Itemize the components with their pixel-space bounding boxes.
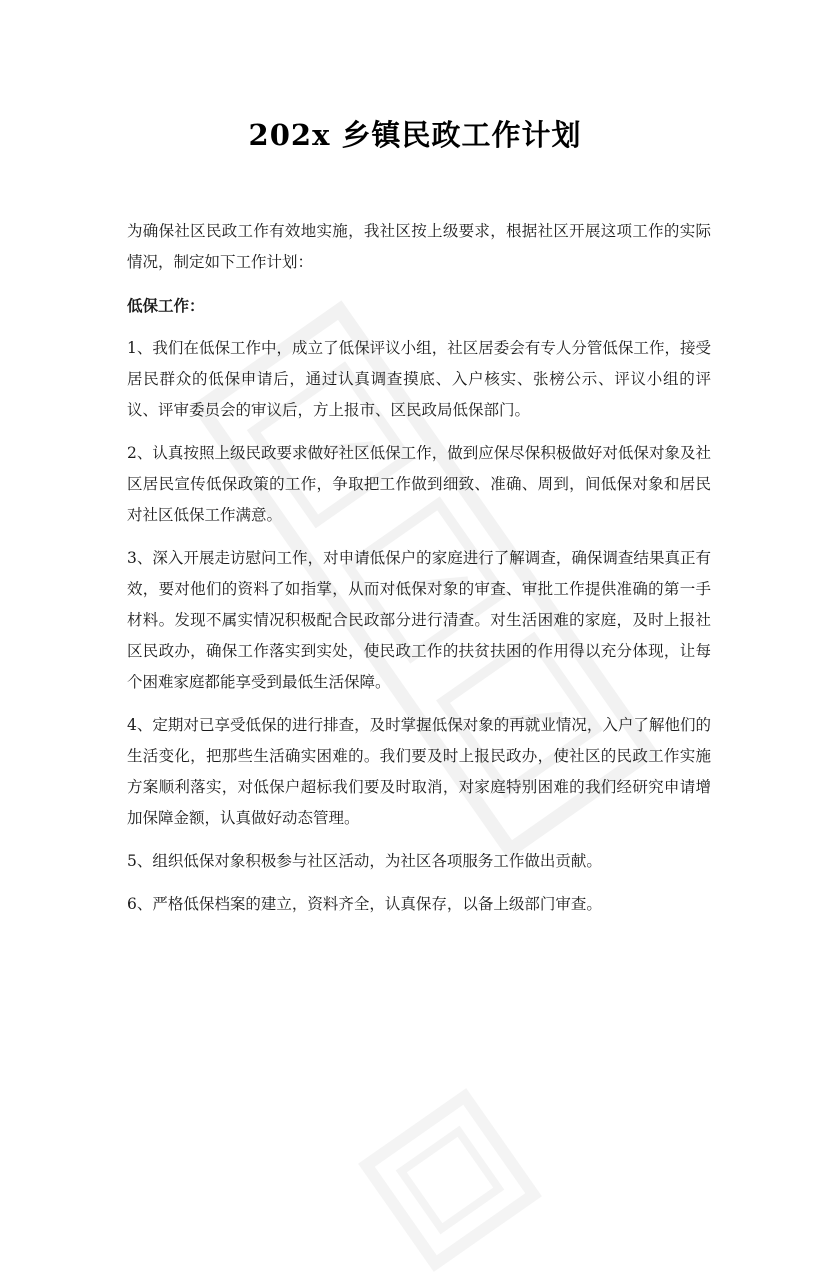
list-item: 2、认真按照上级民政要求做好社区低保工作，做到应保尽保积极做好对低保对象及社区居民宣传低保政策的工作，争取把工作做到细致、准确、周到，间低保对象和居民对社区低保工作满意。 [127, 444, 711, 524]
list-item: 6、严格低保档案的建立，资料齐全，认真保存，以备上级部门审查。 [127, 895, 602, 913]
list-item: 5、组织低保对象积极参与社区活动，为社区各项服务工作做出贡献。 [127, 852, 602, 870]
document-body [127, 216, 711, 932]
list-item: 4、定期对已享受低保的进行排查，及时掌握低保对象的再就业情况，入户了解他们的生活变化，把那些生活确实困难的。我们要及时上报民政办，使社区的民政工作实施方案顺利落实，对低保户超标我们要及时取消，对家庭特别困难的我们经研究申请增加保障金额，认真做好动态管理。 [127, 716, 711, 827]
section-heading: 低保工作： [127, 296, 205, 315]
watermark-graphic-bottom [353, 1083, 548, 1278]
document-title: 202x 乡镇民政工作计划 [248, 118, 582, 152]
list-item: 1、我们在低保工作中，成立了低保评议小组，社区居委会有专人分管低保工作，接受居民群众的低保申请后，通过认真调查摸底、入户核实、张榜公示、评议小组的评议、评审委员会的审议后，方上报市、区民政局低保部门。 [127, 339, 711, 419]
list-item: 3、深入开展走访慰问工作，对申请低保户的家庭进行了解调查，确保调查结果真正有效，要对他们的资料了如指掌，从而对低保对象的审查、审批工作提供准确的第一手材料。发现不属实情况积极配合民政部分进行清查。对生活困难的家庭，及时上报社区民政办，确保工作落实到实处，使民政工作的扶贫扶困的作用得以充分体现，让每个困难家庭都能享受到最低生活保障。 [127, 549, 711, 691]
intro-paragraph: 为确保社区民政工作有效地实施，我社区按上级要求，根据社区开展这项工作的实际情况，制定如下工作计划： [127, 222, 711, 271]
